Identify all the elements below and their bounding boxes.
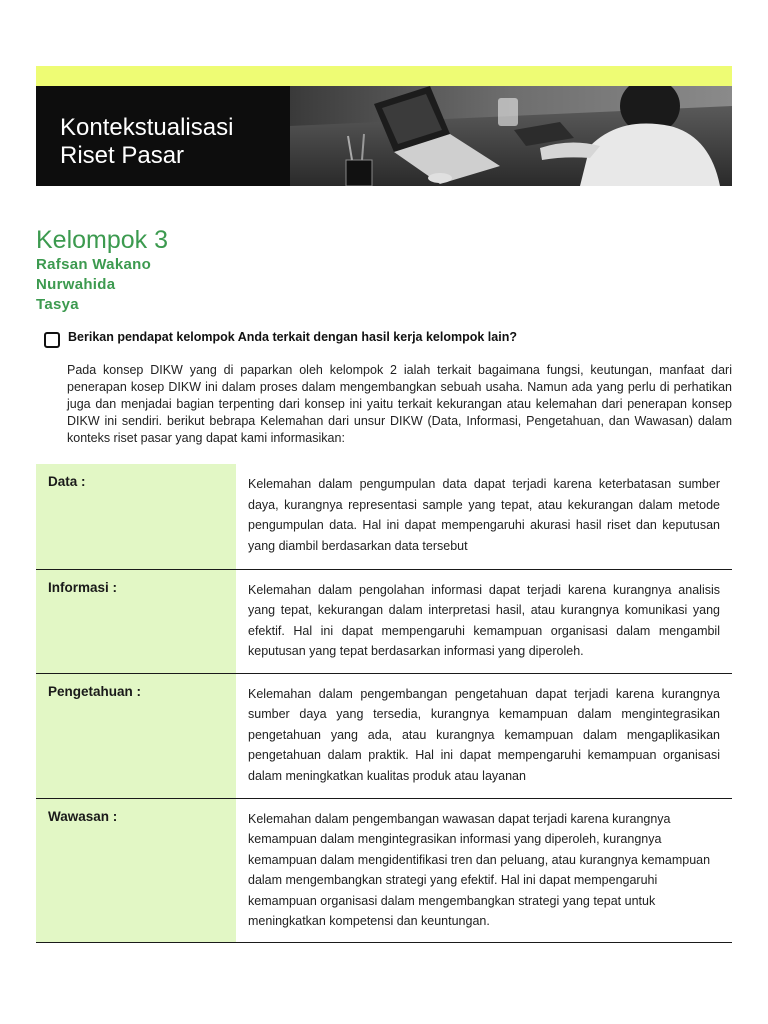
table-row <box>36 569 732 673</box>
accent-bar <box>36 66 732 86</box>
dikw-table <box>36 464 732 943</box>
term-cell: Pengetahuan : <box>36 673 236 798</box>
group-title: Kelompok 3 <box>36 226 169 254</box>
description-cell: Kelemahan dalam pengembangan pengetahuan dapat terjadi karena kurangnya sumber daya yang tersedia, kurangnya kemampuan dalam mengintegrasikan pengetahuan yang ada, atau kurangnya kemampuan dalam mengaplikasikan pengetahuan dalam praktik. Hal ini dapat mempengaruhi kemampuan organisasi dalam meningkatkan kualitas produk atau layanan <box>236 673 732 798</box>
member-name: Nurwahida <box>36 276 116 293</box>
description-cell: Kelemahan dalam pengolahan informasi dapat terjadi karena kurangnya analisis yang tepat, kekurangan dalam interpretasi hasil, atau kurangnya komunikasi yang efektif. Hal ini dapat mempengaruhi kemampuan organisasi dalam mengambil keputusan yang tepat berdasarkan informasi yang diperoleh. <box>236 569 732 673</box>
header-title-line2: Riset Pasar <box>60 142 185 169</box>
header-banner <box>36 86 732 186</box>
term-cell: Data : <box>36 464 236 569</box>
term-cell: Wawasan : <box>36 798 236 943</box>
table-row <box>36 798 732 943</box>
header-title-line1: Kontekstualisasi <box>60 114 234 141</box>
term-cell: Informasi : <box>36 569 236 673</box>
description-cell: Kelemahan dalam pengumpulan data dapat terjadi karena keterbatasan sumber daya, kurangnya representasi sample yang tepat, atau kekurangan dalam metode pengumpulan data. Hal ini dapat mempengaruhi akurasi hasil riset dan keputusan yang diambil berdasarkan data tersebut <box>236 464 732 569</box>
table-row <box>36 464 732 569</box>
question-item <box>44 330 517 348</box>
checkbox-icon[interactable] <box>44 332 60 348</box>
header-photo <box>290 86 732 186</box>
intro-paragraph: Pada konsep DIKW yang di paparkan oleh kelompok 2 ialah terkait bagaimana fungsi, keutungan, manfaat dari penerapan kosep DIKW ini dalam proses dalam mengembangkan sebuah usaha. Namun ada yang perlu di perhatikan juga dan menjadai bagian terpenting dari konsep ini yaitu terkait kekurangan atau kelemahan dari penerapan konsep DIKW ini sendiri. berikut bebrapa Kelemahan dari unsur DIKW (Data, Informasi, Pengetahuan, dan Wawasan) dalam konteks riset pasar yang dapat kami informasikan: <box>67 363 732 445</box>
member-name: Tasya <box>36 296 79 313</box>
table-row <box>36 673 732 798</box>
header-title <box>60 114 233 170</box>
description-cell: Kelemahan dalam pengembangan wawasan dapat terjadi karena kurangnya kemampuan dalam mengintegrasikan informasi yang diperoleh, kurangnya kemampuan dalam mengidentifikasi tren dan peluang, atau kurangnya kemampuan dalam mengembangkan strategi yang efektif. Hal ini dapat mempengaruhi kemampuan organisasi dalam mengembangkan strategi yang tepat untuk meningkatkan kompetensi dan keuntungan. <box>236 798 732 943</box>
member-list <box>36 255 151 315</box>
member-name: Rafsan Wakano <box>36 256 152 273</box>
question-text: Berikan pendapat kelompok Anda terkait dengan hasil kerja kelompok lain? <box>68 330 517 344</box>
